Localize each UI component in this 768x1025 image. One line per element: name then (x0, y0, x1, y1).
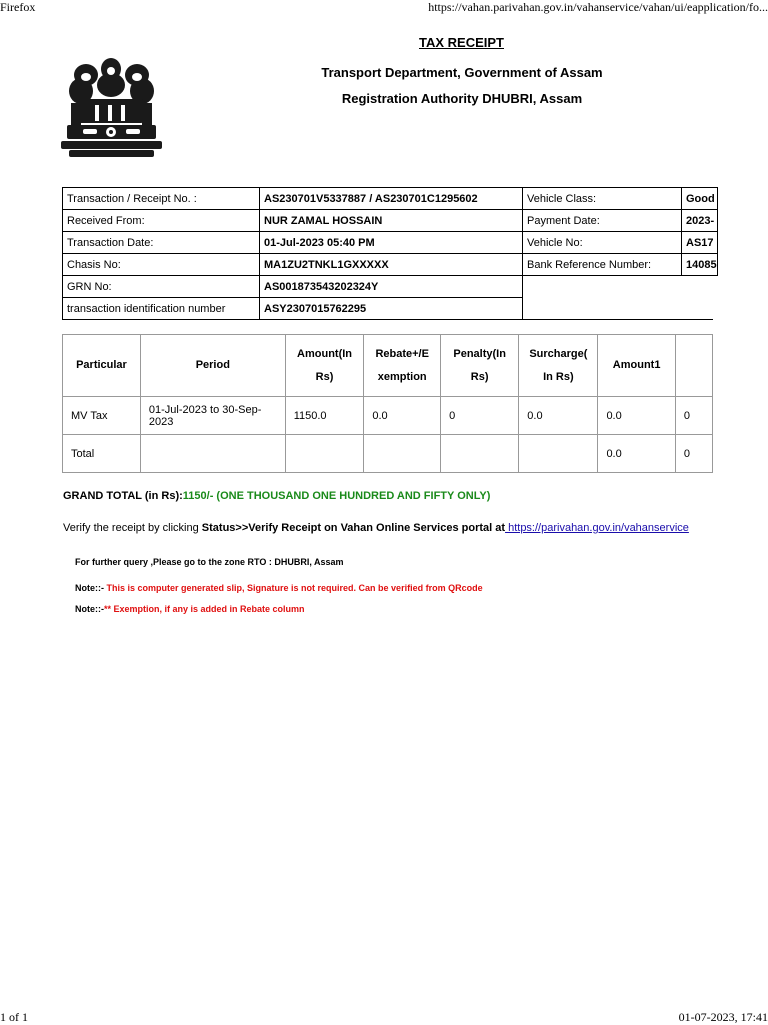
cell-period (140, 435, 285, 473)
cell-penalty (441, 435, 519, 473)
info-label-2: Vehicle Class: (523, 188, 682, 210)
cell-amount1: 0.0 (598, 397, 675, 435)
info-label-2: Vehicle No: (523, 232, 682, 254)
info-value-2: 2023- (682, 210, 718, 232)
receipt-title: TAX RECEIPT (419, 35, 504, 50)
browser-name: Firefox (0, 0, 36, 14)
info-label-2: Bank Reference Number: (523, 254, 682, 276)
info-label: Transaction / Receipt No. : (63, 188, 260, 210)
table-row (63, 397, 713, 435)
info-value-2: Good (682, 188, 718, 210)
info-value: NUR ZAMAL HOSSAIN (260, 210, 523, 232)
header-penalty: Penalty(In Rs) (441, 335, 519, 397)
info-empty-cell (523, 276, 718, 320)
info-row (63, 232, 718, 254)
cell-surcharge (519, 435, 598, 473)
transaction-info-table (62, 187, 718, 320)
verify-text: Verify the receipt by clicking (63, 522, 202, 534)
info-row (63, 188, 718, 210)
info-value-2: AS17 (682, 232, 718, 254)
cell-cut-off: 0 (675, 435, 712, 473)
grand-total-label: GRAND TOTAL (in Rs): (63, 490, 183, 502)
further-query-text: For further query ,Please go to the zone RTO : DHUBRI, Assam (75, 557, 344, 567)
header-cut-off (675, 335, 712, 397)
ashoka-emblem-icon (53, 55, 170, 159)
note-label: Note::- (75, 583, 104, 593)
cell-particular: MV Tax (63, 397, 141, 435)
cell-rebate: 0.0 (364, 397, 441, 435)
header-surcharge: Surcharge( In Rs) (519, 335, 598, 397)
cell-surcharge: 0.0 (519, 397, 598, 435)
info-label: transaction identification number (63, 298, 260, 320)
cell-amount: 1150.0 (285, 397, 364, 435)
department-name: Transport Department, Government of Assam (321, 65, 603, 80)
info-label-2: Payment Date: (523, 210, 682, 232)
info-value-2: 14085 (682, 254, 718, 276)
tax-table-wrapper (62, 334, 713, 475)
info-value: AS230701V5337887 / AS230701C1295602 (260, 188, 523, 210)
tax-table (62, 334, 713, 473)
grand-total (63, 490, 490, 502)
header-particular: Particular (63, 335, 141, 397)
info-row (63, 210, 718, 232)
page-url: https://vahan.parivahan.gov.in/vahanservice/vahan/ui/eapplication/fo... (428, 0, 768, 14)
info-table-bottom-rule (522, 319, 713, 320)
header-amount: Amount(In Rs) (285, 335, 364, 397)
vahan-portal-link[interactable]: https://parivahan.gov.in/vahanservice (505, 522, 689, 534)
cell-rebate (364, 435, 441, 473)
authority-name: Registration Authority DHUBRI, Assam (341, 91, 583, 106)
cell-period: 01-Jul-2023 to 30-Sep-2023 (140, 397, 285, 435)
info-label: Chasis No: (63, 254, 260, 276)
print-datetime: 01-07-2023, 17:41 (678, 1010, 768, 1024)
header-amount1: Amount1 (598, 335, 675, 397)
cell-penalty: 0 (441, 397, 519, 435)
cell-amount1: 0.0 (598, 435, 675, 473)
header-rebate: Rebate+/E xemption (364, 335, 441, 397)
info-row (63, 276, 718, 298)
info-label: Transaction Date: (63, 232, 260, 254)
verify-instructions (63, 522, 689, 534)
tax-header-row (63, 335, 713, 397)
verify-path: Status>>Verify Receipt on Vahan Online Services portal at (201, 522, 506, 534)
page-count: 1 of 1 (0, 1010, 28, 1024)
info-value: AS001873543202324Y (260, 276, 523, 298)
note-text: ** Exemption, if any is added in Rebate column (104, 604, 305, 614)
grand-total-value: 1150/- (ONE THOUSAND ONE HUNDRED AND FIFTY ONLY) (182, 490, 491, 502)
info-value: 01-Jul-2023 05:40 PM (260, 232, 523, 254)
info-value: ASY2307015762295 (260, 298, 523, 320)
note-text: This is computer generated slip, Signature is not required. Can be verified from QRcode (104, 583, 483, 593)
note-exemption (75, 604, 305, 614)
header-period: Period (140, 335, 285, 397)
info-label: Received From: (63, 210, 260, 232)
table-row (63, 435, 713, 473)
note-label: Note::- (75, 604, 104, 614)
cell-amount (285, 435, 364, 473)
info-row (63, 254, 718, 276)
cell-particular: Total (63, 435, 141, 473)
info-value: MA1ZU2TNKL1GXXXXX (260, 254, 523, 276)
note-signature (75, 583, 483, 593)
cell-cut-off: 0 (675, 397, 712, 435)
info-label: GRN No: (63, 276, 260, 298)
